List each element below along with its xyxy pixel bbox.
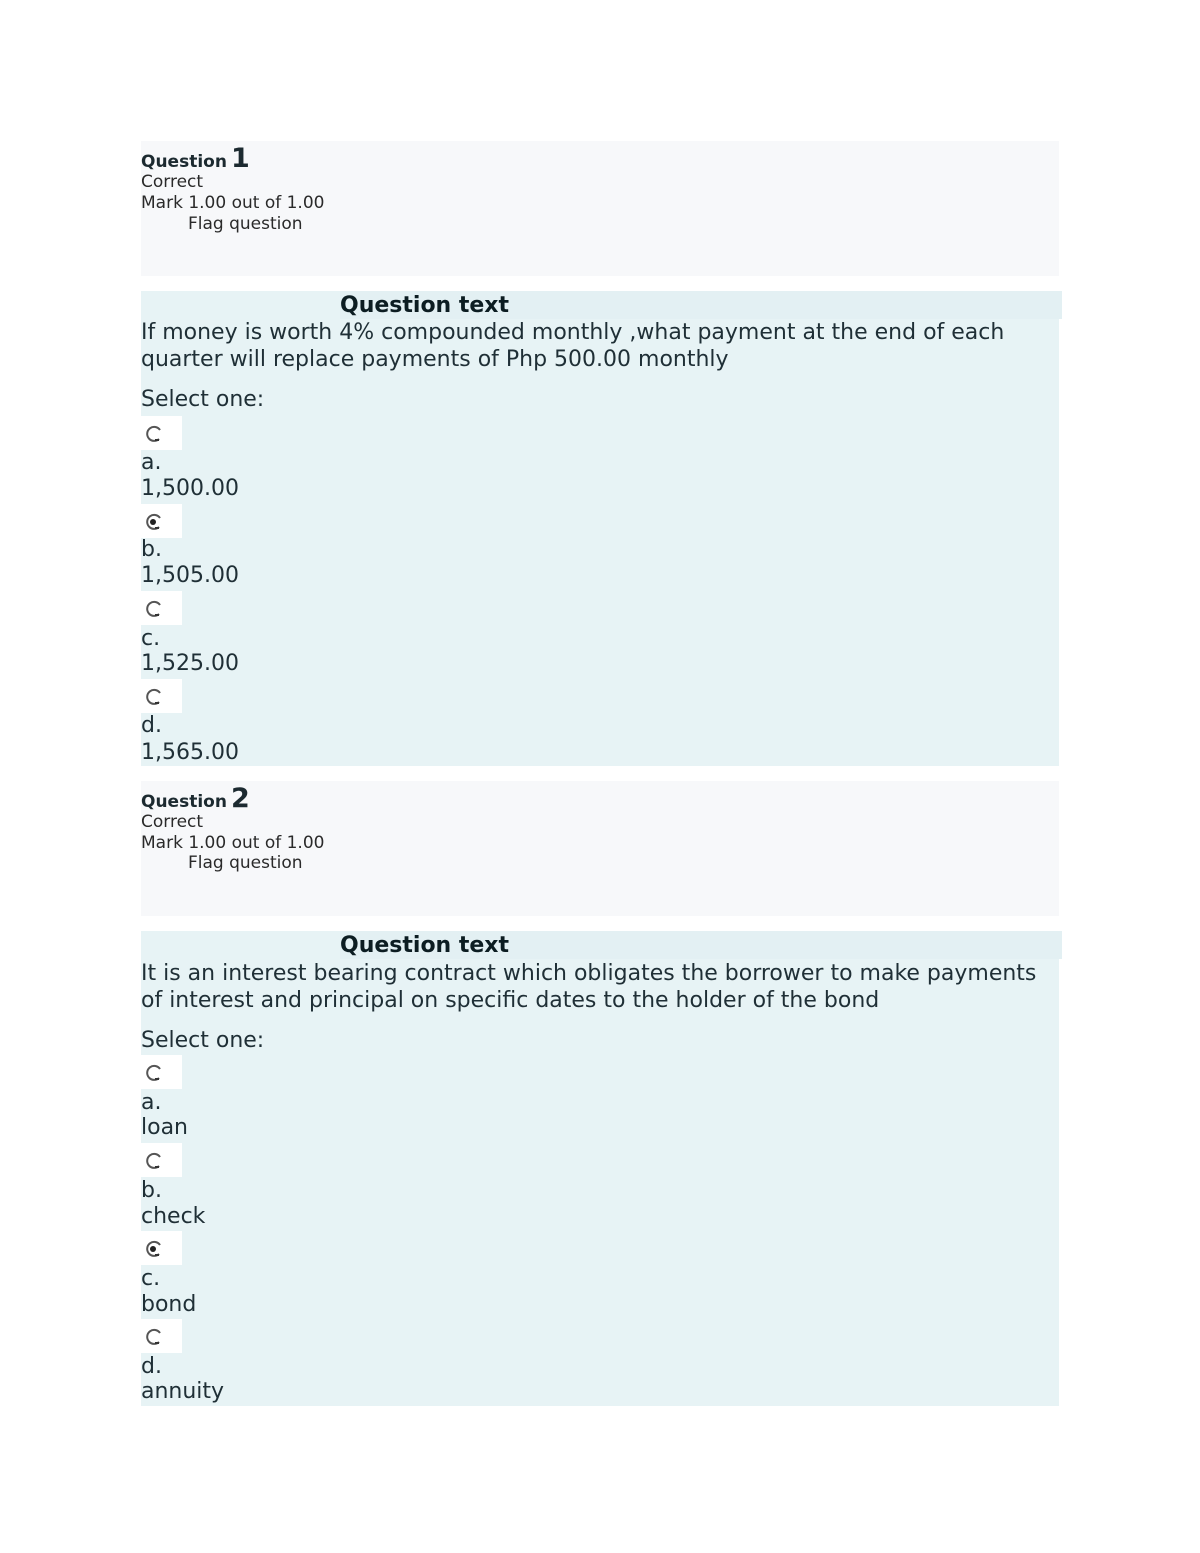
question-text: It is an interest bearing contract which obligates the borrower to make payments of interest and principal on specific dates to the holder of the bond bbox=[141, 961, 1037, 1013]
question-info bbox=[141, 141, 1059, 276]
question-heading bbox=[141, 783, 250, 814]
question-grade: Mark 1.00 out of 1.00 bbox=[141, 833, 325, 853]
option-a-radio[interactable] bbox=[141, 416, 182, 450]
option-a-text: 1,500.00 bbox=[141, 476, 239, 501]
question-content bbox=[141, 291, 1059, 766]
question-text: If money is worth 4% compounded monthly ,what payment at the end of each quarter will replace payments of Php 500.00 monthly bbox=[141, 320, 1005, 372]
option-b-radio[interactable] bbox=[141, 504, 182, 538]
select-one-prompt: Select one: bbox=[141, 1028, 265, 1053]
radio-unchecked-icon bbox=[144, 687, 164, 707]
option-c-letter: c. bbox=[141, 1266, 161, 1291]
option-c-text: bond bbox=[141, 1292, 197, 1317]
question-state: Correct bbox=[141, 172, 204, 192]
option-d-text: annuity bbox=[141, 1379, 225, 1404]
radio-unchecked-icon bbox=[144, 1327, 164, 1347]
option-a-letter: a. bbox=[141, 450, 162, 475]
radio-checked-icon bbox=[144, 1239, 164, 1259]
question-state: Correct bbox=[141, 812, 204, 832]
option-d-radio[interactable] bbox=[141, 1319, 182, 1353]
question-grade: Mark 1.00 out of 1.00 bbox=[141, 193, 325, 213]
radio-unchecked-icon bbox=[144, 1151, 164, 1171]
option-c-letter: c. bbox=[141, 626, 161, 651]
option-d-text: 1,565.00 bbox=[141, 740, 239, 765]
radio-checked-icon bbox=[144, 512, 164, 532]
question-info bbox=[141, 781, 1059, 916]
question-label: Question bbox=[141, 792, 227, 812]
option-a-text: loan bbox=[141, 1115, 188, 1140]
select-one-prompt: Select one: bbox=[141, 387, 265, 412]
question-number: 1 bbox=[230, 143, 250, 174]
question-label: Question bbox=[141, 152, 227, 172]
radio-unchecked-icon bbox=[144, 1063, 164, 1083]
option-c-radio[interactable] bbox=[141, 591, 182, 625]
option-b-letter: b. bbox=[141, 537, 162, 562]
radio-unchecked-icon bbox=[144, 599, 164, 619]
option-c-text: 1,525.00 bbox=[141, 651, 239, 676]
option-b-text: 1,505.00 bbox=[141, 563, 239, 588]
option-b-letter: b. bbox=[141, 1178, 162, 1203]
question-heading bbox=[141, 143, 250, 174]
option-b-text: check bbox=[141, 1204, 206, 1229]
question-text-heading: Question text bbox=[340, 931, 1062, 959]
radio-unchecked-icon bbox=[144, 424, 164, 444]
question-text-heading: Question text bbox=[340, 291, 1062, 319]
option-b-radio[interactable] bbox=[141, 1143, 182, 1177]
option-a-letter: a. bbox=[141, 1090, 162, 1115]
flag-question-link[interactable]: Flag question bbox=[188, 214, 303, 234]
option-d-radio[interactable] bbox=[141, 679, 182, 713]
option-d-letter: d. bbox=[141, 1354, 162, 1379]
option-d-letter: d. bbox=[141, 713, 162, 738]
flag-question-link[interactable]: Flag question bbox=[188, 853, 303, 873]
question-content bbox=[141, 931, 1059, 1406]
question-number: 2 bbox=[230, 783, 250, 814]
option-a-radio[interactable] bbox=[141, 1055, 182, 1089]
option-c-radio[interactable] bbox=[141, 1231, 182, 1265]
